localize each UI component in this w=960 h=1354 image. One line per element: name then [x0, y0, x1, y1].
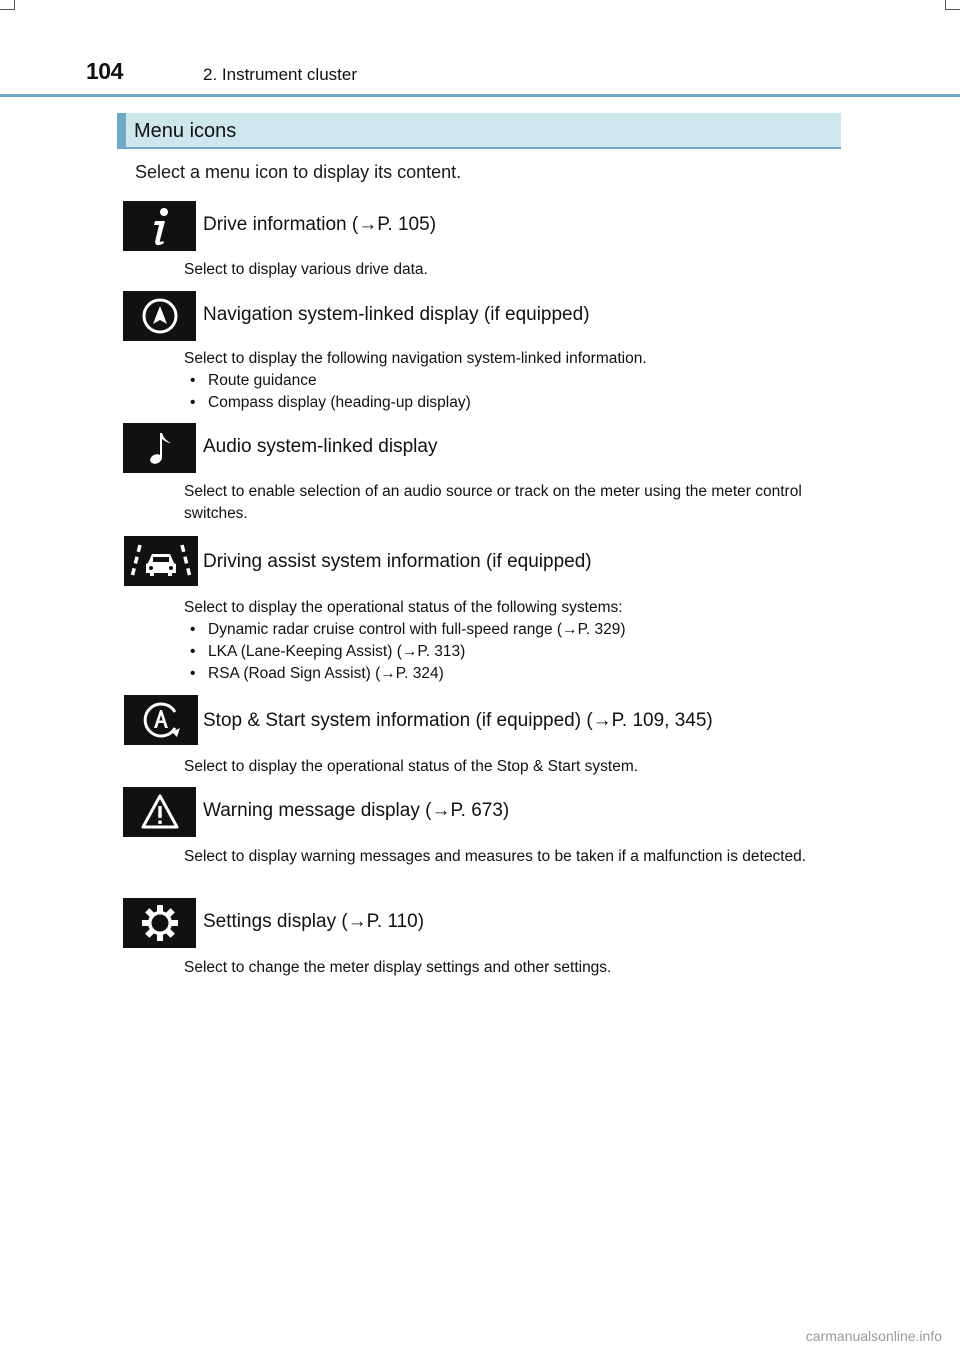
item-title: Settings display (→P. 110)	[203, 911, 425, 932]
item-description: Select to change the meter display settings and other settings.	[184, 959, 612, 976]
item-description	[184, 597, 838, 685]
item-description: Select to display warning messages and measures to be taken if a malfunction is detected.	[184, 848, 807, 865]
item-title: Driving assist system information (if equipped)	[203, 551, 592, 572]
driving-assist-icon	[124, 536, 198, 586]
watermark: carmanualsonline.info	[805, 1328, 942, 1344]
list-item: • Route guidance	[184, 370, 838, 392]
header-divider	[0, 94, 960, 97]
music-note-icon	[123, 423, 196, 473]
info-icon	[123, 201, 196, 251]
section-accent-bar	[117, 113, 126, 147]
gear-icon	[123, 898, 196, 948]
item-title: Navigation system-linked display (if equipped)	[203, 304, 590, 325]
item-title: Audio system-linked display	[203, 436, 438, 457]
warning-icon	[123, 787, 196, 837]
item-description-text: Select to display the operational status of the following systems:	[184, 599, 623, 616]
item-title: Warning message display (→P. 673)	[203, 800, 510, 821]
section-heading	[117, 113, 841, 149]
item-description: Select to display various drive data.	[184, 261, 428, 278]
list-item: • LKA (Lane-Keeping Assist) (→P. 313)	[184, 641, 838, 663]
list-item: • Compass display (heading-up display)	[184, 392, 838, 414]
page-number: 104	[86, 58, 123, 84]
list-item: • RSA (Road Sign Assist) (→P. 324)	[184, 663, 838, 685]
item-title: Drive information (→P. 105)	[203, 214, 437, 235]
navigation-icon	[123, 291, 196, 341]
item-description: Select to display the operational status of the Stop & Start system.	[184, 758, 639, 775]
page-header	[0, 0, 960, 100]
bullet-list	[184, 619, 838, 685]
bullet-list	[184, 370, 838, 414]
item-title: Stop & Start system information (if equipped) (→P. 109, 345)	[203, 710, 713, 731]
chapter-title: 2. Instrument cluster	[203, 65, 358, 84]
item-description-text: Select to display the following navigation system-linked information.	[184, 350, 647, 367]
list-item: • Dynamic radar cruise control with full-speed range (→P. 329)	[184, 619, 838, 641]
stop-start-icon	[124, 695, 198, 745]
section-intro: Select a menu icon to display its content.	[135, 162, 462, 182]
item-description: Select to enable selection of an audio source or track on the meter using the meter control switches.	[184, 483, 802, 522]
section-title: Menu icons	[134, 120, 237, 142]
item-description	[184, 348, 838, 414]
